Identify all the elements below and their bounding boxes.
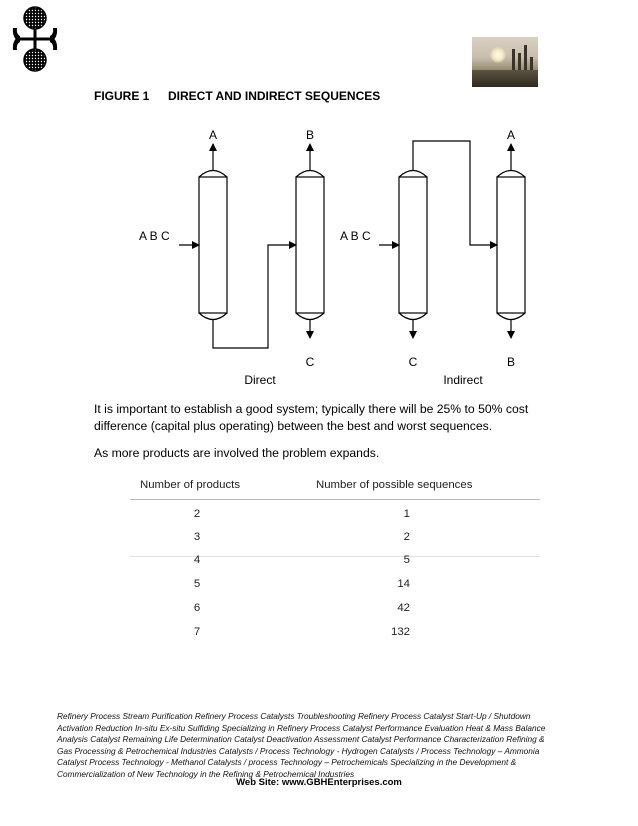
company-emblem-icon: [10, 6, 60, 72]
table-row: [130, 531, 540, 547]
direct-column-2: [296, 171, 324, 320]
products-cell: 7: [193, 626, 201, 638]
paragraph-cost-difference: It is important to establish a good system; typically there will be 25% to 50% cost difference (capital plus operating) between the best and worst sequences.: [94, 402, 529, 433]
table-header: [130, 479, 540, 495]
direct-transfer-arrow: [213, 245, 296, 348]
header-sequences: Number of possible sequences: [316, 479, 473, 491]
table-row: [130, 508, 540, 524]
sequences-cell: 1: [403, 508, 410, 520]
footer-website: Web Site: www.GBHEnterprises.com: [236, 777, 402, 788]
sequence-diagram: [130, 122, 550, 390]
indirect-transfer-arrow: [413, 141, 497, 245]
direct-bottom-2-label: C: [305, 355, 315, 369]
direct-top-1-label: A: [208, 128, 218, 142]
header-rule: [130, 499, 540, 500]
refinery-photo-icon: [472, 37, 538, 87]
paragraph-problem-expands: As more products are involved the problem expands.: [94, 446, 380, 460]
sequences-cell: 42: [397, 602, 410, 614]
products-cell: 5: [193, 578, 201, 590]
direct-column-1: [199, 171, 227, 320]
direct-feed-label: A B C: [139, 229, 170, 243]
direct-top-2-label: B: [305, 128, 315, 142]
products-cell: 3: [193, 531, 201, 543]
header-products: Number of products: [140, 479, 241, 491]
indirect-top-2-label: A: [506, 128, 516, 142]
indirect-column-2: [497, 171, 525, 320]
table-row: [130, 578, 540, 594]
products-cell: 2: [193, 508, 201, 520]
indirect-bottom-1-label: C: [408, 355, 418, 369]
table-row: [130, 626, 540, 642]
indirect-caption: Indirect: [443, 373, 483, 387]
table-row: [130, 554, 540, 570]
products-cell: 4: [193, 554, 201, 566]
table-row: [130, 602, 540, 618]
figure-label: FIGURE 1: [94, 89, 150, 103]
sequences-cell: 2: [403, 531, 410, 543]
sequences-cell: 14: [397, 578, 410, 590]
footer-services-text: Refinery Process Stream Purification Refinery Process Catalysts Troubleshooting Refinery Process Catalyst Start-Up / Shutdown Activation Reduction In-situ Ex-situ Sulfiding Specializing in Refinery Process Catalyst Performance Evaluation Heat & Mass Balance Analysis Catalyst Remaining Life Determination Catalyst Deactivation Assessment Catalyst Performance Characterization Refining & Gas Processing & Petrochemical Industries Catalysts / Process Technology - Hydrogen Catalysts / Process Technology – Ammonia Catalyst Process Technology - Methanol Catalysts / process Technology – Petrochemicals Specializing in the Development & Commercialization of New Technology in the Refining & Petrochemical Industries: [57, 711, 546, 779]
direct-caption: Direct: [244, 373, 276, 387]
indirect-column-1: [399, 171, 427, 320]
indirect-bottom-2-label: B: [506, 355, 516, 369]
products-cell: 6: [193, 602, 201, 614]
sequences-cell: 132: [390, 626, 410, 638]
sequences-cell: 5: [403, 554, 410, 566]
figure-title: DIRECT AND INDIRECT SEQUENCES: [168, 89, 381, 103]
indirect-feed-label: A B C: [340, 229, 371, 243]
